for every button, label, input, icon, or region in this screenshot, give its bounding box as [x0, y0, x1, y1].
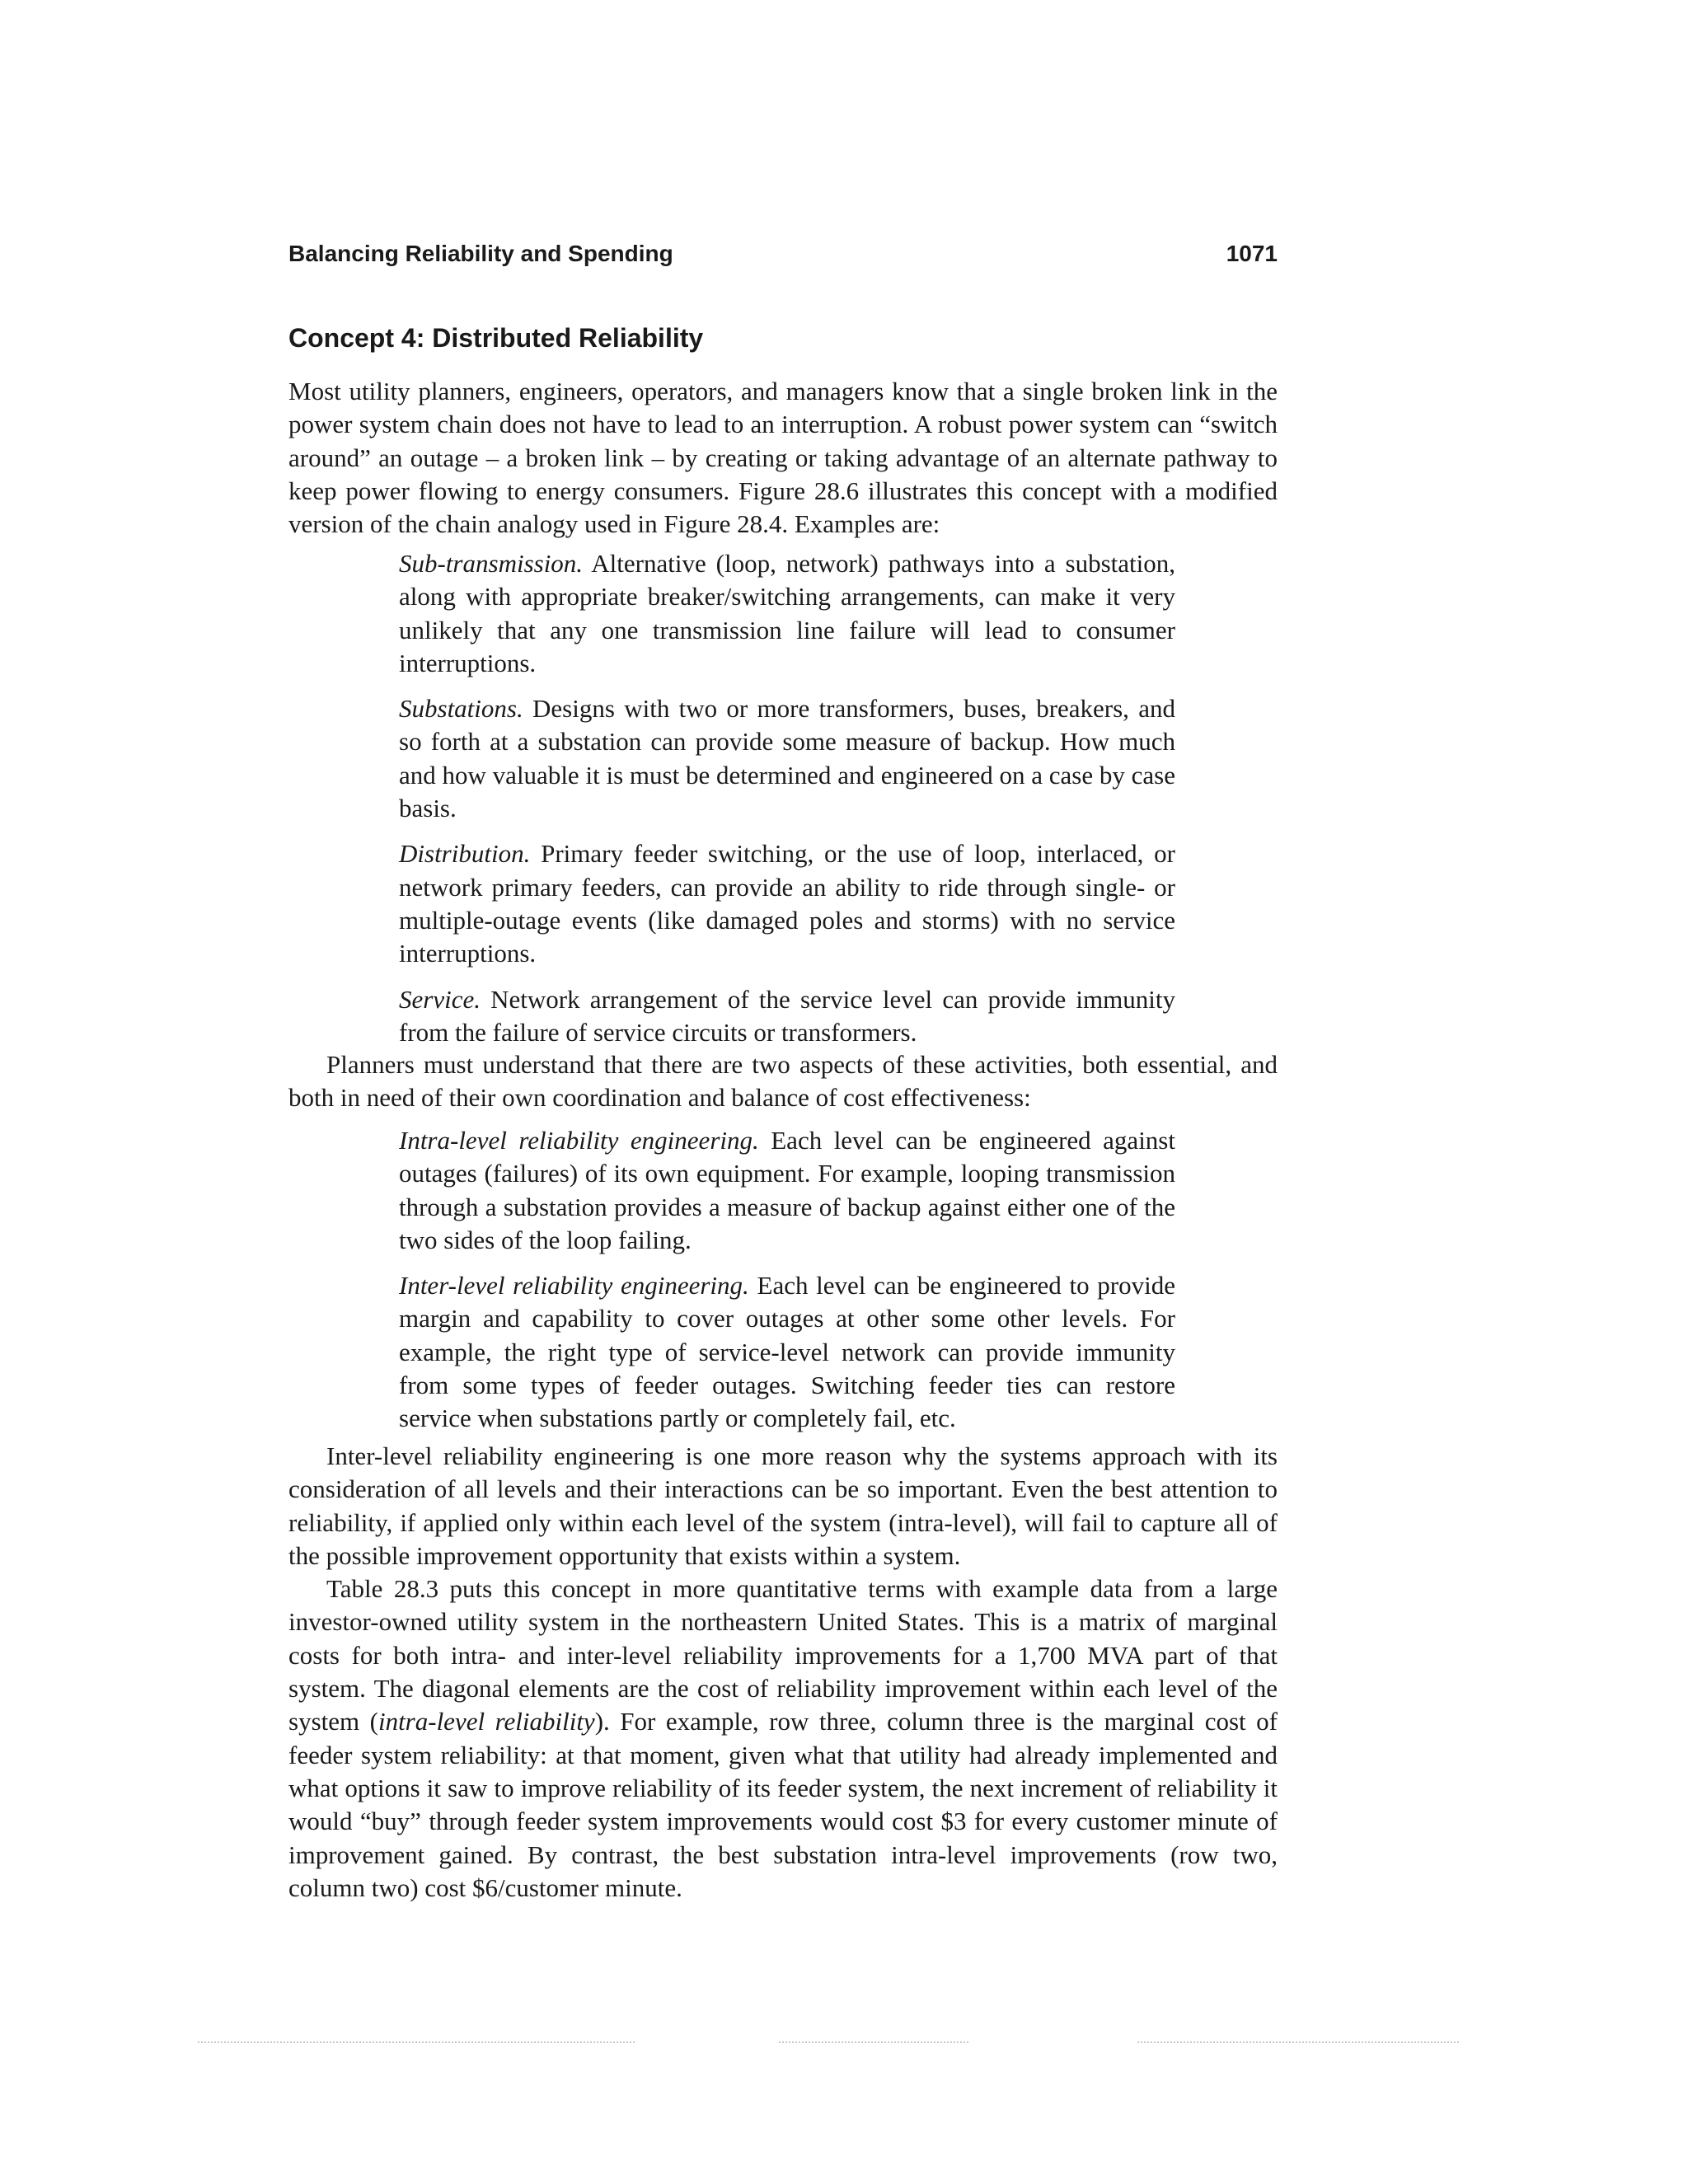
aspect-term: Inter-level reliability engineering.	[399, 1271, 749, 1301]
example-term: Sub-transmission.	[399, 549, 584, 578]
table-paragraph	[288, 1572, 1278, 1905]
example-text: Designs with two or more transformers, buses, breakers, and so forth at a substation can provide some measure of backup. How much and how valuable it is must be determined and engineered on a case by case basis.	[399, 694, 1175, 823]
running-head-title: Balancing Reliability and Spending	[288, 241, 673, 266]
table-paragraph-end: ). For example, row three, column three is the marginal cost of feeder system reliability: at that moment, given what that utility had already implemented and what options it saw to improve reliability of its feeder system, the next increment of reliability it would “buy” through feeder system improvements would cost $3 for every customer minute of improvement gained. By contrast, the best substation intra-level improvements (row two, column two) cost $6/customer minute.	[288, 1707, 1278, 1902]
aspect-text: Each level can be engineered to provide margin and capability to cover outages at other some other levels. For example, the right type of service-level network can provide immunity from some types of feeder outages. Switching feeder ties can restore service when substations partly or completely fail, etc.	[399, 1271, 1175, 1433]
table-paragraph-emphasis: intra-level reliability	[377, 1707, 595, 1736]
example-item	[399, 692, 1175, 825]
example-text: Primary feeder switching, or the use of loop, interlaced, or network primary feeders, can provide an ability to ride through single- or multiple-outage events (like damaged poles and storms) with no service interruptions.	[399, 839, 1175, 968]
example-term: Distribution.	[399, 839, 531, 869]
closing-paragraphs	[288, 1440, 1278, 1905]
aspects-list	[399, 1124, 1175, 1436]
example-term: Substations.	[399, 694, 523, 724]
table-paragraph-start: Table 28.3 puts this concept in more quantitative terms with example data from a large investor-owned utility system in the northeastern United States. This is a matrix of marginal costs for both intra- and inter-level reliability improvements for a 1,700 MVA part of that system. The diagonal elements are the cost of reliability improvement within each level of the system (	[288, 1574, 1278, 1736]
planners-paragraph-block	[288, 1048, 1278, 1115]
example-text: Network arrangement of the service level can provide immunity from the failure of service circuits or transformers.	[399, 984, 1175, 1047]
page-number: 1071	[1226, 241, 1278, 266]
scan-dotted-rule	[198, 2041, 635, 2043]
example-text: Alternative (loop, network) pathways into a substation, along with appropriate breaker/switching arrangements, can make it very unlikely that any one transmission line failure will lead to consumer interruptions.	[399, 549, 1175, 677]
running-head	[288, 241, 1278, 274]
aspect-text: Each level can be engineered against outages (failures) of its own equipment. For example, looping transmission through a substation provides a measure of backup against either one of the two sides of the loop failing.	[399, 1126, 1175, 1254]
intro-paragraph: Most utility planners, engineers, operators, and managers know that a single broken link in the power system chain does not have to lead to an interruption. A robust power system can “switch around” an outage – a broken link – by creating or taking advantage of an alternate pathway to keep power flowing to energy consumers. Figure 28.6 illustrates this concept with a modified version of the chain analogy used in Figure 28.4. Examples are:	[288, 377, 1278, 539]
scan-dotted-rule	[779, 2041, 968, 2043]
example-item	[399, 837, 1175, 970]
section-heading: Concept 4: Distributed Reliability	[288, 323, 704, 353]
aspect-item	[399, 1124, 1175, 1257]
example-term: Service.	[399, 984, 481, 1014]
aspect-term: Intra-level reliability engineering.	[399, 1126, 759, 1155]
example-item	[399, 983, 1175, 1050]
scan-dotted-rule	[1137, 2041, 1459, 2043]
aspect-item	[399, 1269, 1175, 1435]
example-item	[399, 547, 1175, 680]
inter-level-paragraph: Inter-level reliability engineering is one more reason why the systems approach with its consideration of all levels and their interactions can be so important. Even the best attention to reliability, if applied only within each level of the system (intra-level), will fail to capture all of the possible improvement opportunity that exists within a system.	[288, 1441, 1278, 1570]
planners-paragraph: Planners must understand that there are two aspects of these activities, both essential, and both in need of their own coordination and balance of cost effectiveness:	[288, 1050, 1278, 1113]
examples-list	[399, 547, 1175, 1049]
